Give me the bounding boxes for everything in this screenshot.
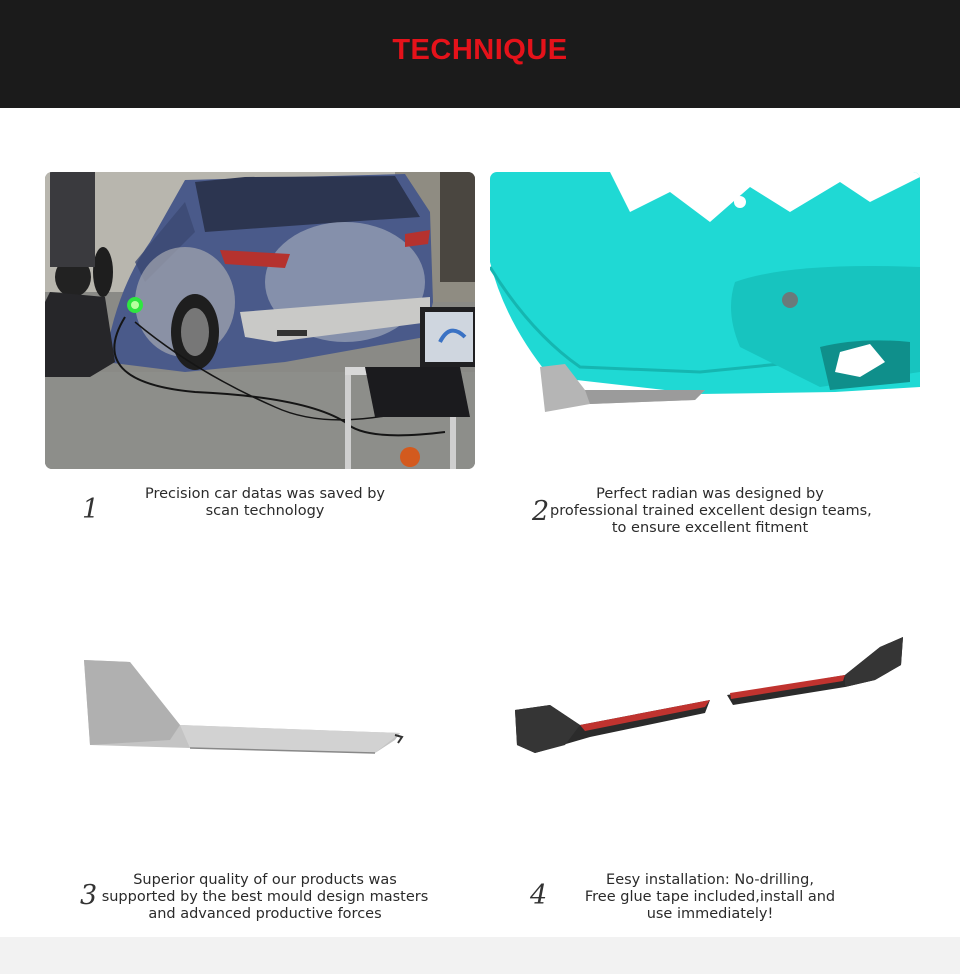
grey-winglet-render [70,645,410,765]
footer-band [0,937,960,974]
header-bar [0,0,960,108]
feature-number-1: 1 [82,494,100,525]
caption-line: Superior quality of our products was [133,872,397,888]
feature-caption-2 [550,486,870,537]
caption-line: Free glue tape included,install and [584,889,836,905]
feature-number-3: 3 [80,880,98,911]
caption-line: and advanced productive forces [148,906,382,922]
caption-line: Eesy installation: No-drilling, [606,872,814,888]
caption-line: supported by the best mould design masters [101,889,429,905]
caption-line: scan technology [205,503,325,519]
carbon-winglets-photo [505,625,910,765]
feature-caption-1 [115,486,415,520]
caption-line: Perfect radian was designed by [596,486,824,502]
page-title: TECHNIQUE [392,34,568,66]
scan-model-image [490,172,920,469]
feature-caption-4 [565,872,855,923]
feature-number-4: 4 [530,880,548,911]
caption-line: to ensure excellent fitment [611,520,809,536]
caption-line: professional trained excellent design teams, [550,503,872,519]
feature-caption-3 [100,872,430,923]
car-scanning-photo [45,172,475,469]
caption-line: Precision car datas was saved by [144,486,385,502]
caption-line: use immediately! [646,906,774,922]
feature-number-2: 2 [532,496,550,527]
